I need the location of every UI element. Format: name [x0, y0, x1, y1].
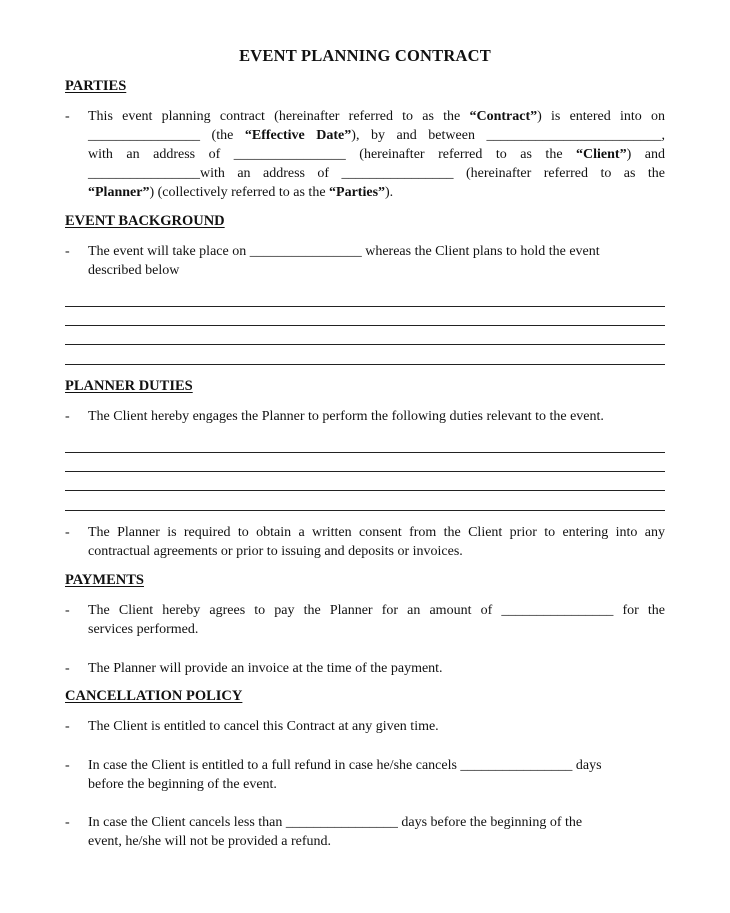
cancellation-paragraph-1: The Client is entitled to cancel this Contract at any given time. [88, 719, 439, 734]
cancellation-paragraph-2-line-1: In case the Client is entitled to a full refund in case he/she cancels ________________ days [88, 758, 602, 773]
event-background-line-1: The event will take place on ________________ whereas the Client plans to hold the event [88, 244, 600, 259]
parties-line-1: This event planning contract (hereinafter referred to as the “Contract”) is entered into on [88, 109, 665, 124]
parties-line-4: ________________with an address of ________________ (hereinafter referred to as the [88, 166, 665, 181]
bullet-marker: - [65, 758, 70, 773]
duties-line [65, 510, 665, 511]
bullet-marker: - [65, 109, 70, 124]
event-description-line [65, 306, 665, 307]
duties-line [65, 452, 665, 453]
bullet-marker: - [65, 603, 70, 618]
event-description-line [65, 344, 665, 345]
section-heading-parties: PARTIES [65, 78, 127, 94]
section-heading-planner-duties: PLANNER DUTIES [65, 378, 193, 394]
parties-line-3: with an address of ________________ (hereinafter referred to as the “Client”) and [88, 147, 665, 162]
section-heading-payments: PAYMENTS [65, 572, 144, 588]
section-heading-event-background: EVENT BACKGROUND [65, 213, 225, 229]
section-heading-cancellation-policy: CANCELLATION POLICY [65, 688, 243, 704]
bullet-marker: - [65, 815, 70, 830]
parties-line-5: “Planner”) (collectively referred to as the “Parties”). [88, 185, 394, 200]
planner-duties-paragraph-1: The Client hereby engages the Planner to perform the following duties relevant to the event. [88, 409, 604, 424]
bullet-marker: - [65, 244, 70, 259]
event-description-line [65, 325, 665, 326]
bullet-marker: - [65, 525, 70, 540]
bullet-marker: - [65, 719, 70, 734]
bullet-marker: - [65, 661, 70, 676]
event-description-line [65, 364, 665, 365]
cancellation-paragraph-3-line-2: event, he/she will not be provided a refund. [88, 834, 331, 849]
payments-paragraph-2: The Planner will provide an invoice at the time of the payment. [88, 661, 443, 676]
duties-line [65, 471, 665, 472]
parties-line-2: ________________ (the “Effective Date”), by and between _________________________, [88, 128, 666, 143]
duties-line [65, 490, 665, 491]
event-background-line-2: described below [88, 263, 180, 278]
cancellation-paragraph-3-line-1: In case the Client cancels less than ________________ days before the beginning of the [88, 815, 583, 830]
bullet-marker: - [65, 409, 70, 424]
cancellation-paragraph-2-line-2: before the beginning of the event. [88, 777, 277, 792]
document-title: EVENT PLANNING CONTRACT [239, 46, 491, 65]
payments-paragraph-1-line-2: services performed. [88, 622, 199, 637]
payments-paragraph-1-line-1: The Client hereby agrees to pay the Planner for an amount of ________________ for the [88, 603, 665, 618]
planner-duties-paragraph-2: The Planner is required to obtain a written consent from the Client prior to entering into any contractual agreements or prior to issuing and deposits or invoices. [88, 525, 665, 559]
